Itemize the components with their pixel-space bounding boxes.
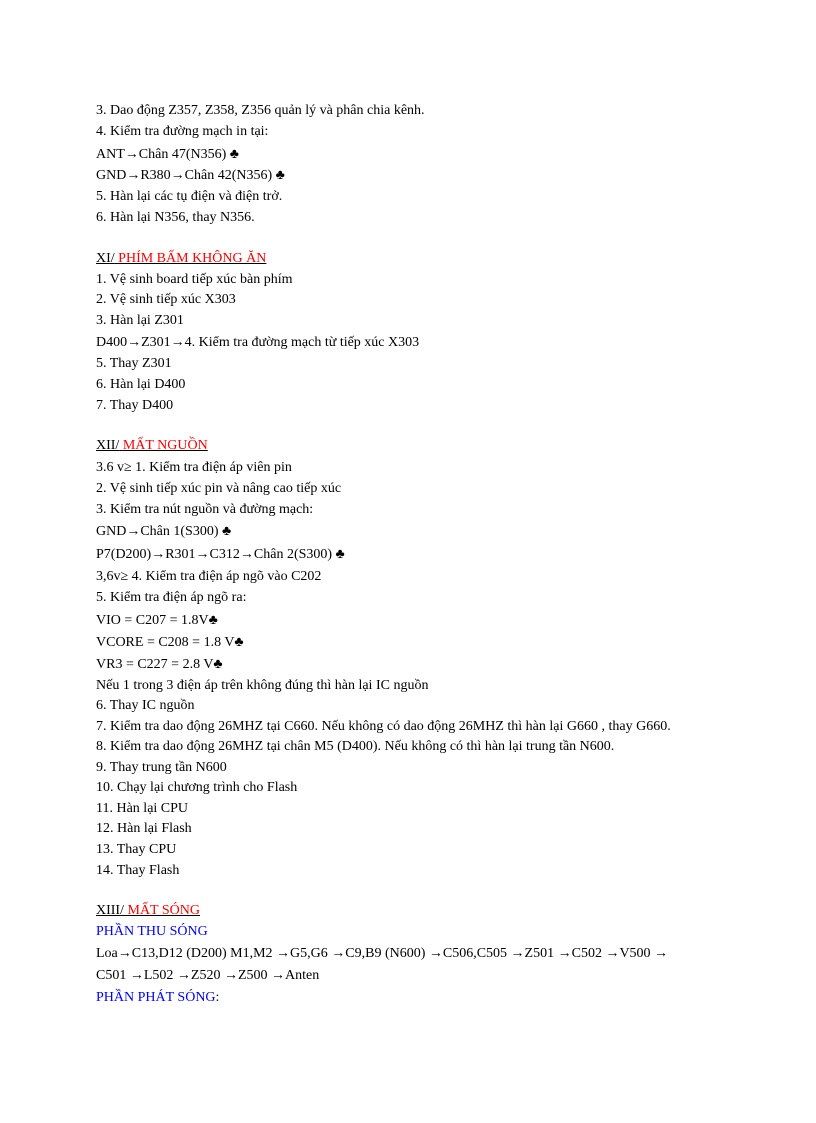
text-line: 14. Thay Flash [96,863,180,878]
text-line: D400→Z301→4. Kiểm tra đường mạch từ tiếp xúc X303 [96,335,420,350]
text-line: 6. Hàn lại N356, thay N356. [96,210,255,225]
section-title: PHÍM BẤM KHÔNG ĂN [118,251,267,266]
text-line: Nếu 1 trong 3 điện áp trên không đúng thì hàn lại IC nguồn [96,678,429,693]
text-line: 12. Hàn lại Flash [96,821,192,836]
text-line: Loa→C13,D12 (D200) M1,M2 →G5,G6 →C9,B9 (N600) →C506,C505 →Z501 →C502 →V500 → [96,946,669,961]
text-line: 5. Kiểm tra điện áp ngõ ra: [96,590,247,605]
text-line: 4. Kiểm tra đường mạch in tại: [96,124,269,139]
text-line: 6. Thay IC nguồn [96,698,195,713]
text-line: 5. Thay Z301 [96,356,172,371]
text-line: 2. Vệ sinh tiếp xúc X303 [96,292,236,307]
text-line: P7(D200)→R301→C312→Chân 2(S300) ♣ [96,547,345,562]
section-title: MẤT NGUỒN [122,438,208,453]
text-line: 1. Vệ sinh board tiếp xúc bàn phím [96,272,293,287]
section-number: XI/ [96,251,115,266]
text-line: 7. Kiểm tra dao động 26MHZ tại C660. Nếu không có dao động 26MHZ thì hàn lại G660 , thay G660. [96,719,671,734]
text-line: ANT→Chân 47(N356) ♣ [96,147,239,162]
section-heading-xii [96,437,208,455]
text-line: 7. Thay D400 [96,398,174,413]
text-line: 3.6 v≥ 1. Kiểm tra điện áp viên pin [96,460,292,475]
text-line: 3. Kiểm tra nút nguồn và đường mạch: [96,502,314,517]
section-number: XII/ [96,438,120,453]
section-heading-xi [96,250,266,268]
text-line: GND→R380→Chân 42(N356) ♣ [96,168,285,183]
subheading-transmit [96,989,219,1007]
text-line: GND→Chân 1(S300) ♣ [96,524,232,539]
subheading-transmit-suffix: : [215,990,220,1005]
text-line: 6. Hàn lại D400 [96,377,186,392]
text-line: VIO = C207 = 1.8V♣ [96,613,218,628]
text-line: 9. Thay trung tần N600 [96,760,227,775]
subheading-receive: PHẦN THU SÓNG [96,924,208,939]
text-line: VR3 = C227 = 2.8 V♣ [96,657,223,672]
text-line: C501 →L502 →Z520 →Z500 →Anten [96,968,320,983]
text-line: 10. Chạy lại chương trình cho Flash [96,780,298,795]
subheading-transmit-title: PHẦN PHÁT SÓNG [96,990,216,1005]
text-line: 2. Vệ sinh tiếp xúc pin và nâng cao tiếp xúc [96,481,342,496]
text-line: 8. Kiểm tra dao động 26MHZ tại chân M5 (D400). Nếu không có thì hàn lại trung tần N600. [96,739,615,754]
text-line: 11. Hàn lại CPU [96,801,189,816]
section-number: XIII/ [96,903,124,918]
text-line: 3. Dao động Z357, Z358, Z356 quản lý và phân chia kênh. [96,103,425,118]
section-title: MẤT SÓNG [127,903,200,918]
text-line: 13. Thay CPU [96,842,177,857]
text-line: 3,6v≥ 4. Kiểm tra điện áp ngõ vào C202 [96,569,322,584]
text-line: 3. Hàn lại Z301 [96,313,184,328]
text-line: 5. Hàn lại các tụ điện và điện trở. [96,189,283,204]
section-heading-xiii [96,902,200,920]
text-line: VCORE = C208 = 1.8 V♣ [96,635,244,650]
